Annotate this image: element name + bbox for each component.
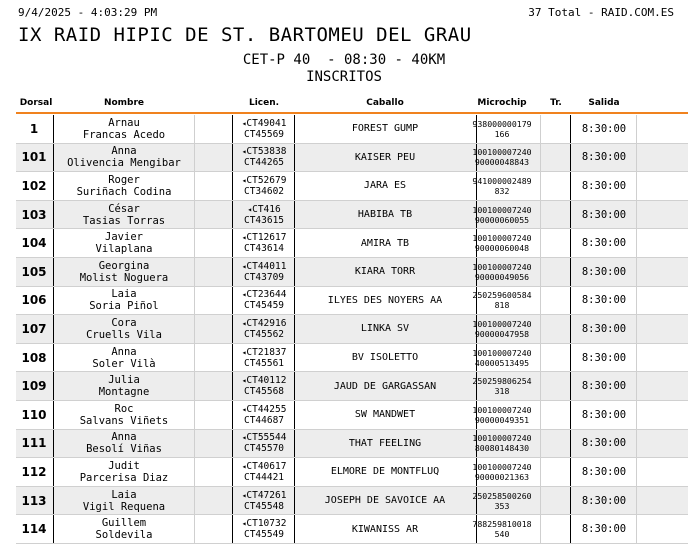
- dorsal-cell: 110: [21, 407, 47, 422]
- tr-cell: [542, 458, 570, 486]
- license-cell: [234, 401, 294, 429]
- dorsal-cell: 112: [21, 464, 47, 479]
- horse-license: CT45548: [243, 500, 285, 512]
- dorsal-cell: 114: [21, 522, 47, 537]
- microchip-line-1: 100100007240: [472, 347, 532, 358]
- tr-cell: [542, 201, 570, 229]
- dorsal-cell: 104: [21, 236, 47, 251]
- microchip-line-2: 90000047958: [474, 328, 530, 339]
- start-time-cell: 8:30:00: [581, 380, 627, 393]
- horse-cell: THAT FEELING: [348, 437, 422, 449]
- rider-name-cell: [56, 315, 192, 343]
- tr-cell: [542, 315, 570, 343]
- horse-license: CT45549: [243, 529, 285, 541]
- rider-last-name: Salvans Viñets: [79, 414, 169, 427]
- microchip-line-2: 40000513495: [474, 357, 530, 368]
- horse-cell: BV ISOLETTO: [351, 352, 419, 364]
- microchip-cell: [466, 315, 538, 343]
- horse-license: CT43615: [243, 214, 285, 226]
- table-row: [16, 287, 688, 316]
- microchip-cell: [466, 344, 538, 372]
- microchip-cell: [466, 115, 538, 143]
- start-time-cell: 8:30:00: [581, 179, 627, 192]
- horse-license: CT43709: [243, 271, 285, 283]
- category-subtitle: CET-P 40 - 08:30 - 40KM: [242, 52, 446, 68]
- microchip-line-1: 250259600584: [472, 290, 532, 301]
- print-header: [18, 6, 674, 19]
- license-cell: [234, 144, 294, 172]
- license-cell: [234, 287, 294, 315]
- start-time-cell: 8:30:00: [581, 523, 627, 536]
- rider-first-name: Anna: [111, 345, 137, 358]
- start-time-cell: 8:30:00: [581, 237, 627, 250]
- rider-first-name: Roc: [114, 402, 134, 415]
- microchip-line-1: 100100007240: [472, 404, 532, 415]
- start-time-cell: 8:30:00: [581, 265, 627, 278]
- table-row: [16, 229, 688, 258]
- rider-first-name: Cora: [111, 316, 137, 329]
- microchip-line-1: 100100007240: [472, 233, 532, 244]
- microchip-line-1: 100100007240: [472, 318, 532, 329]
- microchip-line-2: 818: [494, 300, 510, 311]
- horse-license: CT44687: [243, 414, 285, 426]
- rider-last-name: Soria Piñol: [89, 300, 159, 313]
- microchip-cell: [466, 487, 538, 515]
- tr-cell: [542, 430, 570, 458]
- rider-first-name: Arnau: [108, 116, 140, 129]
- microchip-cell: [466, 172, 538, 200]
- table-row: [16, 515, 688, 544]
- dorsal-cell: 106: [21, 293, 47, 308]
- license-cell: [234, 515, 294, 543]
- license-cell: [234, 344, 294, 372]
- microchip-line-2: 80080148430: [474, 443, 530, 454]
- tr-cell: [542, 287, 570, 315]
- rider-last-name: Olivencia Mengibar: [67, 157, 181, 170]
- license-cell: [234, 258, 294, 286]
- rider-last-name: Besolí Viñas: [86, 443, 162, 456]
- rider-first-name: Laia: [111, 488, 137, 501]
- tr-cell: [542, 258, 570, 286]
- license-cell: [234, 458, 294, 486]
- horse-license: CT45569: [243, 128, 285, 140]
- start-time-cell: 8:30:00: [581, 465, 627, 478]
- dorsal-cell: 113: [21, 493, 47, 508]
- dorsal-cell: 107: [21, 321, 47, 336]
- horse-license: CT44421: [243, 471, 285, 483]
- rider-first-name: César: [108, 202, 140, 215]
- horse-license: CT45568: [243, 386, 285, 398]
- table-row: [16, 372, 688, 401]
- start-time-cell: 8:30:00: [581, 437, 627, 450]
- license-cell: [234, 315, 294, 343]
- microchip-cell: [466, 287, 538, 315]
- rider-first-name: Laia: [111, 288, 137, 301]
- table-row: [16, 401, 688, 430]
- start-time-cell: 8:30:00: [581, 122, 627, 135]
- rider-last-name: Montagne: [98, 386, 150, 399]
- rider-last-name: Cruells Vila: [86, 328, 162, 341]
- rider-first-name: Javier: [105, 231, 143, 244]
- dorsal-cell: 103: [21, 207, 47, 222]
- table-header: [16, 96, 688, 114]
- horse-cell: SW MANDWET: [354, 409, 416, 421]
- rider-name-cell: [56, 144, 192, 172]
- rider-last-name: Parcerisa Diaz: [79, 471, 169, 484]
- start-time-cell: 8:30:00: [581, 351, 627, 364]
- rider-license: ◂ CT55544: [242, 432, 287, 443]
- microchip-line-2: 90000048843: [474, 157, 530, 168]
- start-time-cell: 8:30:00: [581, 408, 627, 421]
- rider-license: ◂ CT53838: [242, 146, 287, 157]
- microchip-cell: [466, 229, 538, 257]
- tr-cell: [542, 229, 570, 257]
- horse-license: CT45570: [243, 443, 285, 455]
- table-row: [16, 144, 688, 173]
- license-cell: [234, 372, 294, 400]
- horse-cell: JAUD DE GARGASSAN: [333, 380, 437, 392]
- horse-license: CT45562: [243, 328, 285, 340]
- rider-license: ◂ CT416: [247, 204, 280, 215]
- horse-cell: KIWANISS AR: [351, 523, 419, 535]
- microchip-line-2: 318: [494, 386, 510, 397]
- microchip-cell: [466, 515, 538, 543]
- horse-cell: KAISER PEU: [354, 151, 416, 163]
- microchip-line-2: 90000060055: [474, 214, 530, 225]
- rider-license: ◂ CT40617: [242, 461, 287, 472]
- tr-cell: [542, 401, 570, 429]
- license-cell: [234, 487, 294, 515]
- microchip-line-1: 100100007240: [472, 204, 532, 215]
- tr-cell: [542, 172, 570, 200]
- col-nombre: Nombre: [103, 98, 145, 108]
- dorsal-cell: 1: [29, 121, 39, 136]
- col-licen: Licen.: [248, 98, 280, 108]
- tr-cell: [542, 372, 570, 400]
- dorsal-cell: 101: [21, 150, 47, 165]
- microchip-line-1: 788259810018: [472, 519, 532, 530]
- rider-name-cell: [56, 258, 192, 286]
- rider-license: ◂ CT52679: [242, 175, 287, 186]
- rider-last-name: Molist Noguera: [79, 271, 169, 284]
- col-tr: Tr.: [550, 98, 562, 108]
- table-row: [16, 115, 688, 144]
- horse-cell: ILYES DES NOYERS AA: [327, 294, 443, 306]
- microchip-line-1: 100100007240: [472, 147, 532, 158]
- license-cell: [234, 229, 294, 257]
- microchip-cell: [466, 401, 538, 429]
- rider-name-cell: [56, 201, 192, 229]
- horse-cell: JOSEPH DE SAVOICE AA: [324, 495, 446, 507]
- table-row: [16, 315, 688, 344]
- microchip-line-1: 941000002489: [472, 175, 532, 186]
- rider-first-name: Anna: [111, 431, 137, 444]
- horse-cell: FOREST GUMP: [351, 123, 419, 135]
- microchip-line-1: 100100007240: [472, 461, 532, 472]
- rider-last-name: Suriñach Codina: [76, 185, 172, 198]
- rider-license: ◂ CT49041: [242, 118, 287, 129]
- microchip-line-2: 540: [494, 529, 510, 540]
- microchip-line-1: 250258500260: [472, 490, 532, 501]
- rider-license: ◂ CT10732: [242, 518, 287, 529]
- dorsal-cell: 109: [21, 379, 47, 394]
- rider-name-cell: [56, 430, 192, 458]
- horse-license: CT44265: [243, 157, 285, 169]
- horse-cell: ELMORE DE MONTFLUQ: [330, 466, 440, 478]
- rider-name-cell: [56, 487, 192, 515]
- rider-license: ◂ CT23644: [242, 289, 287, 300]
- rider-license: ◂ CT21837: [242, 347, 287, 358]
- horse-license: CT43614: [243, 243, 285, 255]
- col-microchip: Microchip: [477, 98, 527, 108]
- rider-last-name: Soler Vilà: [92, 357, 156, 370]
- rider-name-cell: [56, 344, 192, 372]
- start-time-cell: 8:30:00: [581, 322, 627, 335]
- tr-cell: [542, 144, 570, 172]
- license-cell: [234, 115, 294, 143]
- rider-license: ◂ CT44011: [242, 261, 287, 272]
- microchip-line-1: 250259806254: [472, 376, 532, 387]
- rider-first-name: Roger: [108, 173, 140, 186]
- rider-last-name: Vigil Requena: [82, 500, 166, 513]
- rider-first-name: Georgina: [98, 259, 150, 272]
- horse-cell: LINKA SV: [360, 323, 410, 335]
- table-row: [16, 487, 688, 516]
- dorsal-cell: 105: [21, 264, 47, 279]
- microchip-cell: [466, 258, 538, 286]
- license-cell: [234, 201, 294, 229]
- microchip-cell: [466, 430, 538, 458]
- microchip-line-2: 166: [494, 128, 510, 139]
- rider-license: ◂ CT42916: [242, 318, 287, 329]
- license-cell: [234, 172, 294, 200]
- rider-first-name: Guillem: [101, 517, 147, 530]
- col-salida: Salida: [588, 98, 620, 108]
- total-count: 37 Total - RAID.COM.ES: [528, 6, 674, 19]
- rider-first-name: Anna: [111, 145, 137, 158]
- rider-name-cell: [56, 372, 192, 400]
- microchip-cell: [466, 458, 538, 486]
- start-time-cell: 8:30:00: [581, 151, 627, 164]
- microchip-line-2: 353: [494, 500, 510, 511]
- print-datetime: 9/4/2025 - 4:03:29 PM: [18, 6, 158, 19]
- dorsal-cell: 111: [21, 436, 47, 451]
- rider-name-cell: [56, 115, 192, 143]
- rider-first-name: Julia: [108, 374, 140, 387]
- license-cell: [234, 430, 294, 458]
- microchip-cell: [466, 201, 538, 229]
- microchip-line-1: 100100007240: [472, 261, 532, 272]
- horse-license: CT45459: [243, 300, 285, 312]
- table-row: [16, 344, 688, 373]
- rider-last-name: Francas Acedo: [82, 128, 166, 141]
- horse-cell: KIARA TORR: [354, 266, 416, 278]
- horse-cell: HABIBA TB: [357, 209, 413, 221]
- col-caballo: Caballo: [366, 98, 404, 108]
- entries-table: [16, 115, 688, 544]
- horse-license: CT34602: [243, 185, 285, 197]
- microchip-line-2: 90000060048: [474, 243, 530, 254]
- microchip-cell: [466, 144, 538, 172]
- tr-cell: [542, 487, 570, 515]
- rider-name-cell: [56, 401, 192, 429]
- rider-name-cell: [56, 172, 192, 200]
- tr-cell: [542, 515, 570, 543]
- table-row: [16, 258, 688, 287]
- section-title: INSCRITOS: [306, 69, 382, 85]
- table-row: [16, 458, 688, 487]
- tr-cell: [542, 115, 570, 143]
- table-row: [16, 172, 688, 201]
- start-time-cell: 8:30:00: [581, 208, 627, 221]
- rider-license: ◂ CT40112: [242, 375, 287, 386]
- microchip-cell: [466, 372, 538, 400]
- event-title: IX RAID HIPIC DE ST. BARTOMEU DEL GRAU: [18, 24, 472, 46]
- microchip-line-2: 90000021363: [474, 471, 530, 482]
- horse-license: CT45561: [243, 357, 285, 369]
- dorsal-cell: 102: [21, 178, 47, 193]
- table-row: [16, 201, 688, 230]
- start-time-cell: 8:30:00: [581, 294, 627, 307]
- microchip-line-1: 100100007240: [472, 433, 532, 444]
- dorsal-cell: 108: [21, 350, 47, 365]
- microchip-line-2: 832: [494, 185, 510, 196]
- rider-last-name: Tasias Torras: [82, 214, 166, 227]
- microchip-line-2: 90000049056: [474, 271, 530, 282]
- rider-last-name: Soldevila: [95, 529, 153, 542]
- rider-name-cell: [56, 458, 192, 486]
- rider-license: ◂ CT44255: [242, 404, 287, 415]
- rider-name-cell: [56, 515, 192, 543]
- microchip-line-2: 90000049351: [474, 414, 530, 425]
- microchip-line-1: 938000000179: [472, 118, 532, 129]
- rider-license: ◂ CT12617: [242, 232, 287, 243]
- tr-cell: [542, 344, 570, 372]
- horse-cell: JARA ES: [363, 180, 407, 192]
- table-row: [16, 430, 688, 459]
- rider-first-name: Judit: [108, 459, 140, 472]
- col-dorsal: Dorsal: [19, 98, 53, 108]
- start-time-cell: 8:30:00: [581, 494, 627, 507]
- rider-name-cell: [56, 229, 192, 257]
- rider-last-name: Vilaplana: [95, 243, 153, 256]
- rider-license: ◂ CT47261: [242, 490, 287, 501]
- horse-cell: AMIRA TB: [360, 237, 410, 249]
- rider-name-cell: [56, 287, 192, 315]
